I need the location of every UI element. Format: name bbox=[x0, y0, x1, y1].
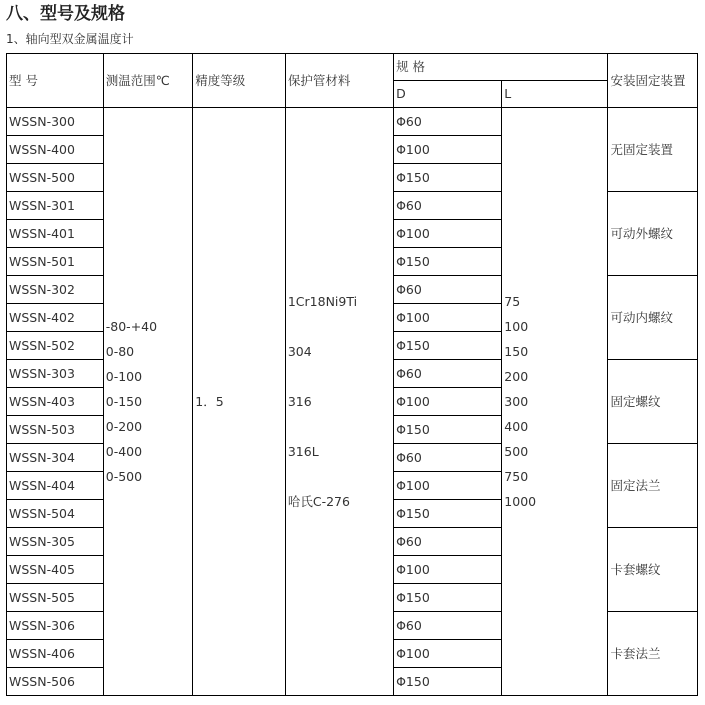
length-value: 1000 bbox=[504, 494, 537, 509]
spec-table-body bbox=[7, 54, 698, 696]
range-value: 0-100 bbox=[105, 369, 143, 384]
section-subheading: 1、轴向型双金属温度计 bbox=[6, 32, 134, 46]
header-accuracy: 精度等级 bbox=[193, 54, 286, 108]
model-cell: WSSN-403 bbox=[7, 388, 104, 416]
model-cell: WSSN-404 bbox=[7, 472, 104, 500]
model-cell: WSSN-402 bbox=[7, 304, 104, 332]
range-value: 0-80 bbox=[105, 344, 135, 359]
range-value: 0-150 bbox=[105, 394, 143, 409]
mount-cell: 固定螺纹 bbox=[608, 360, 698, 444]
table-row bbox=[7, 108, 698, 136]
range-value: 0-400 bbox=[105, 444, 143, 459]
diameter-cell: Φ150 bbox=[394, 416, 502, 444]
mount-cell: 固定法兰 bbox=[608, 444, 698, 528]
diameter-cell: Φ150 bbox=[394, 668, 502, 696]
model-cell: WSSN-500 bbox=[7, 164, 104, 192]
range-value: 0-200 bbox=[105, 419, 143, 434]
length-value: 300 bbox=[504, 394, 529, 409]
mount-cell: 可动内螺纹 bbox=[608, 276, 698, 360]
model-cell: WSSN-302 bbox=[7, 276, 104, 304]
length-cell bbox=[502, 108, 608, 696]
model-cell: WSSN-506 bbox=[7, 668, 104, 696]
header-range: 测温范围℃ bbox=[103, 54, 192, 108]
header-spec: 规 格 bbox=[394, 54, 608, 81]
header-row bbox=[7, 54, 698, 81]
material-value: 哈氏C-276 bbox=[287, 493, 350, 509]
diameter-cell: Φ150 bbox=[394, 500, 502, 528]
diameter-cell: Φ60 bbox=[394, 612, 502, 640]
accuracy-cell: 1．5 bbox=[193, 108, 286, 696]
diameter-cell: Φ100 bbox=[394, 472, 502, 500]
header-l: L bbox=[502, 81, 608, 108]
model-cell: WSSN-501 bbox=[7, 248, 104, 276]
diameter-cell: Φ60 bbox=[394, 528, 502, 556]
model-cell: WSSN-504 bbox=[7, 500, 104, 528]
length-value: 200 bbox=[504, 369, 529, 384]
diameter-cell: Φ60 bbox=[394, 360, 502, 388]
model-cell: WSSN-305 bbox=[7, 528, 104, 556]
mount-cell: 卡套法兰 bbox=[608, 612, 698, 696]
length-value: 400 bbox=[504, 419, 529, 434]
diameter-cell: Φ100 bbox=[394, 640, 502, 668]
length-value: 750 bbox=[504, 469, 529, 484]
length-value: 75 bbox=[504, 294, 521, 309]
diameter-cell: Φ100 bbox=[394, 136, 502, 164]
diameter-cell: Φ60 bbox=[394, 276, 502, 304]
range-value: 0-500 bbox=[105, 469, 143, 484]
mount-cell: 可动外螺纹 bbox=[608, 192, 698, 276]
length-value: 500 bbox=[504, 444, 529, 459]
diameter-cell: Φ100 bbox=[394, 556, 502, 584]
diameter-cell: Φ60 bbox=[394, 192, 502, 220]
model-cell: WSSN-503 bbox=[7, 416, 104, 444]
diameter-cell: Φ60 bbox=[394, 444, 502, 472]
model-cell: WSSN-300 bbox=[7, 108, 104, 136]
material-value: 316L bbox=[287, 443, 319, 459]
diameter-cell: Φ100 bbox=[394, 304, 502, 332]
material-value: 316 bbox=[287, 393, 312, 409]
header-mount: 安装固定装置 bbox=[608, 54, 698, 108]
diameter-cell: Φ100 bbox=[394, 220, 502, 248]
range-value: -80-+40 bbox=[105, 319, 158, 334]
model-cell: WSSN-401 bbox=[7, 220, 104, 248]
diameter-cell: Φ150 bbox=[394, 164, 502, 192]
model-cell: WSSN-406 bbox=[7, 640, 104, 668]
diameter-cell: Φ60 bbox=[394, 108, 502, 136]
header-material: 保护管材料 bbox=[285, 54, 393, 108]
header-model: 型 号 bbox=[7, 54, 104, 108]
length-value: 100 bbox=[504, 319, 529, 334]
model-cell: WSSN-304 bbox=[7, 444, 104, 472]
model-cell: WSSN-303 bbox=[7, 360, 104, 388]
header-d: D bbox=[394, 81, 502, 108]
diameter-cell: Φ100 bbox=[394, 388, 502, 416]
model-cell: WSSN-306 bbox=[7, 612, 104, 640]
model-cell: WSSN-301 bbox=[7, 192, 104, 220]
model-cell: WSSN-502 bbox=[7, 332, 104, 360]
diameter-cell: Φ150 bbox=[394, 584, 502, 612]
mount-cell: 无固定装置 bbox=[608, 108, 698, 192]
section-heading: 八、型号及规格 bbox=[6, 4, 125, 24]
diameter-cell: Φ150 bbox=[394, 248, 502, 276]
material-value: 1Cr18Ni9Ti bbox=[287, 293, 358, 309]
model-cell: WSSN-505 bbox=[7, 584, 104, 612]
model-cell: WSSN-400 bbox=[7, 136, 104, 164]
diameter-cell: Φ150 bbox=[394, 332, 502, 360]
material-value: 304 bbox=[287, 343, 312, 359]
spec-table bbox=[6, 53, 698, 696]
length-value: 150 bbox=[504, 344, 529, 359]
range-cell bbox=[103, 108, 192, 696]
model-cell: WSSN-405 bbox=[7, 556, 104, 584]
material-cell bbox=[285, 108, 393, 696]
mount-cell: 卡套螺纹 bbox=[608, 528, 698, 612]
